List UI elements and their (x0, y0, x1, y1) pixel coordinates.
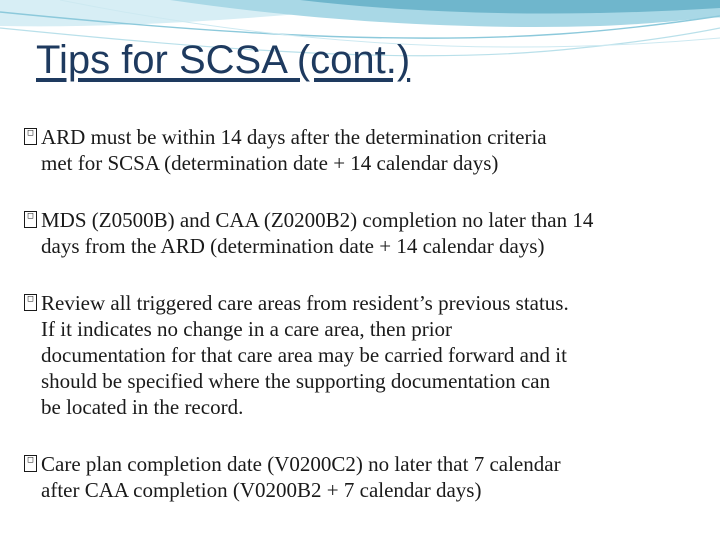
bullet-line: met for SCSA (determination date + 14 calendar days) (41, 151, 499, 175)
bullet-line: be located in the record. (41, 395, 244, 419)
bullet-line: MDS (Z0500B) and CAA (Z0200B2) completion no later than 14 (41, 208, 594, 232)
bullet-line: If it indicates no change in a care area, then prior (41, 317, 453, 341)
bullet-marker-icon: □ (24, 294, 37, 311)
bullet-line: should be specified where the supporting documentation can (41, 369, 551, 393)
bullet-list (24, 124, 704, 503)
bullet-marker-icon: □ (24, 128, 37, 145)
bullet-item (24, 451, 704, 503)
bullet-item (24, 124, 704, 176)
bullet-line: days from the ARD (determination date + 14 calendar days) (41, 234, 545, 258)
bullet-item (24, 207, 704, 259)
bullet-marker-icon: □ (24, 211, 37, 228)
bullet-line: documentation for that care area may be carried forward and it (41, 343, 567, 367)
bullet-item (24, 290, 704, 420)
slide-title: Tips for SCSA (cont.) (36, 38, 411, 82)
bullet-line: ARD must be within 14 days after the determination criteria (41, 125, 547, 149)
bullet-line: Care plan completion date (V0200C2) no later that 7 calendar (41, 452, 561, 476)
bullet-line: after CAA completion (V0200B2 + 7 calendar days) (41, 478, 482, 502)
bullet-marker-icon: □ (24, 455, 37, 472)
bullet-line: Review all triggered care areas from resident’s previous status. (41, 291, 569, 315)
